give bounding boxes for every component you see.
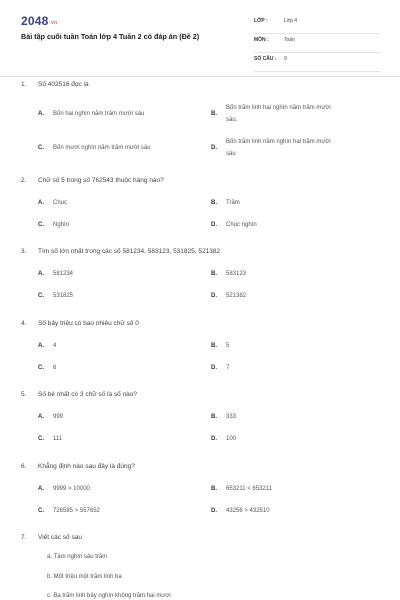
option-text: 4 [53,343,57,349]
option-letter: D. [211,222,217,228]
option-text: 653211 < 653211 [226,486,272,492]
question-number: 3. [21,248,27,255]
sub-item-a: a. Tám nghìn sáu trăm [47,554,108,560]
option-text: 999 [53,414,64,420]
option-letter: C. [38,293,44,299]
option-letter: C. [38,436,44,442]
question-stem: Tìm số lớn nhất trong các số 581234, 583123, 531825, 521382 [38,248,221,255]
option-letter: B. [211,271,217,277]
meta-row-subject [254,35,380,53]
question-stem: Viết các số sau [38,534,82,541]
meta-label: MÔN : [254,37,269,43]
question-text [21,320,139,327]
meta-label: LỚP : [254,18,268,24]
question-text [21,248,220,255]
meta-row-class [254,16,380,34]
document-header [0,0,400,76]
question-number: 1. [21,81,27,88]
option-letter: C. [38,222,44,228]
option-letter: A. [38,486,44,492]
option-letter: D. [211,293,217,299]
option-text-continued: sáu [226,151,236,157]
question-text [21,463,135,470]
page-title: Bài tập cuối tuần Toán lớp 4 Tuần 2 có đáp án (Đề 2) [21,32,200,41]
sub-item-c: c. Ba trăm linh bảy nghìn không trăm hai mươi [47,593,171,599]
option-text: 100 [226,436,237,442]
option-text-continued: sáu. [226,117,238,123]
question-number: 6. [21,463,27,470]
option-letter: B. [211,343,217,349]
option-letter: C. [38,145,44,151]
logo-main: 2048 [21,14,49,28]
option-text: 531825 [53,293,74,299]
option-text: Chục nghìn [226,222,257,228]
question-stem: Chữ số 5 trong số 762543 thuộc hàng nào? [38,177,164,184]
option-text: 111 [53,436,63,442]
question-stem: Số 402516 đọc là [38,81,89,88]
option-letter: D. [211,365,217,371]
option-text: 7 [226,365,230,371]
option-letter: B. [211,111,217,117]
meta-row-count [254,54,380,72]
header-divider [0,76,400,77]
option-text: 6 [53,365,57,371]
meta-value: Lớp 4 [284,18,298,24]
question-text [21,177,164,184]
option-letter: A. [38,414,44,420]
question-text [21,391,137,398]
option-text: 583123 [226,271,247,277]
question-number: 4. [21,320,27,327]
option-text: 5 [226,343,230,349]
option-text: Trăm [226,200,240,206]
option-text: 43256 > 432510 [226,508,270,514]
meta-label: SỐ CÂU : [254,56,277,62]
option-text: 9999 > 10000 [53,486,90,492]
option-text: 581234 [53,271,74,277]
option-text: Bốn trăm linh hai nghìn năm trăm mười [226,105,331,111]
option-letter: B. [211,200,217,206]
question-number: 5. [21,391,27,398]
meta-value: 9 [284,56,287,62]
option-text: Nghìn [53,222,70,228]
question-text [21,534,82,541]
question-text [21,81,89,88]
option-letter: A. [38,271,44,277]
option-text: 333 [226,414,237,420]
logo-tld: .vn [49,20,58,26]
question-number: 2. [21,177,27,184]
option-letter: D. [211,145,217,151]
meta-table [254,16,380,73]
meta-value: Toán [284,37,295,43]
option-text: 521382 [226,293,247,299]
option-letter: A. [38,343,44,349]
question-stem: Số bé nhất có 3 chữ số là số nào? [38,391,138,398]
option-letter: C. [38,365,44,371]
question-number: 7. [21,534,27,541]
question-stem: Khẳng định nào sau đây là đúng? [38,463,135,470]
option-letter: D. [211,436,217,442]
option-text: 726585 > 557652 [53,508,100,514]
option-letter: B. [211,414,217,420]
option-text: Bốn trăm linh năm nghìn hai trăm mười [226,139,331,145]
option-letter: A. [38,111,44,117]
site-logo[interactable] [21,14,57,28]
option-letter: A. [38,200,44,206]
option-letter: B. [211,486,217,492]
option-text: Bốn mươi nghìn năm trăm mười sáu [53,145,151,151]
option-letter: D. [211,508,217,514]
option-letter: C. [38,508,44,514]
question-stem: Số bảy triệu có bao nhiêu chữ số 0 [38,320,139,327]
option-text: Bốn hai nghìn năm trăm mười sáu [53,111,145,117]
option-text: Chục [53,200,68,206]
sub-item-b: b. Một triệu một trăm linh ba [47,574,122,580]
